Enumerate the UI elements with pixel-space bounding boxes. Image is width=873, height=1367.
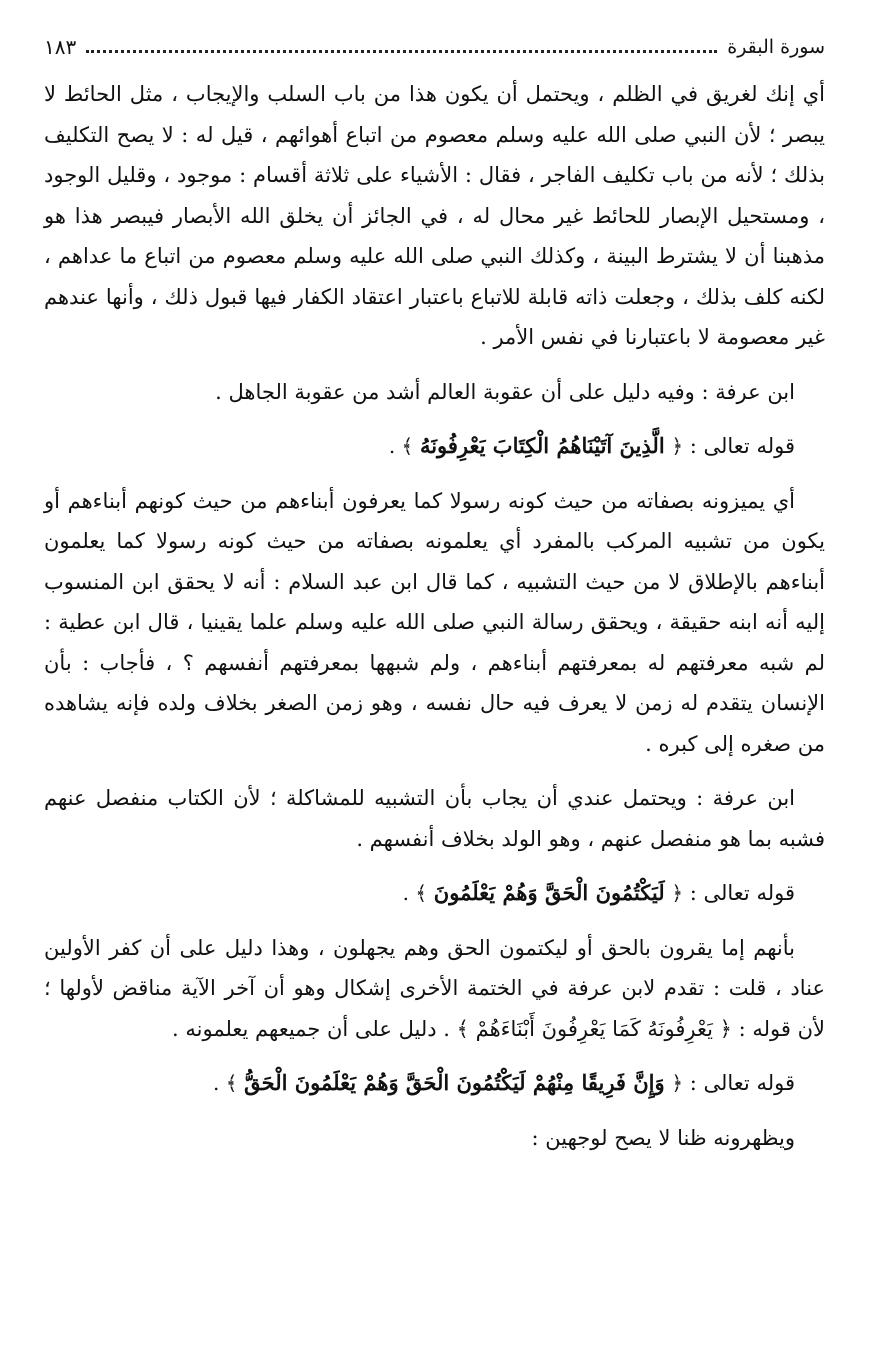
paragraph-5-close-bracket: ﴾ — [456, 1016, 469, 1041]
verse-2-close-bracket: ﴾ . — [402, 881, 428, 905]
paragraph-5-part-2: . دليل على أن جميعهم يعلمونه . — [172, 1016, 450, 1041]
verse-1 — [44, 426, 825, 467]
paragraph-5 — [44, 928, 825, 1050]
paragraph-6: ويظهرونه ظنا لا يصح لوجهين : — [531, 1125, 795, 1150]
verse-3-text: وَإِنَّ فَرِيقًا مِنْهُمْ لَيَكْتُمُونَ الْحَقَّ وَهُمْ يَعْلَمُونَ الْحَقُّ — [244, 1070, 665, 1095]
verse-3-open-bracket: ﴿ — [671, 1071, 684, 1095]
paragraph-2: ابن عرفة : وفيه دليل على أن عقوبة العالم أشد من عقوبة الجاهل . — [215, 379, 795, 404]
verse-2 — [44, 873, 825, 914]
paragraph-4: ابن عرفة : ويحتمل عندي أن يجاب بأن التشبيه للمشاكلة ؛ لأن الكتاب منفصل عنهم فشبه بما هو منفصل عنهم ، وهو الولد بخلاف أنفسهم . — [44, 786, 825, 851]
page-body — [44, 74, 825, 1347]
verse-1-text: الَّذِينَ آتَيْنَاهُمُ الْكِتَابَ يَعْرِفُونَهُ — [419, 433, 665, 458]
verse-2-text: لَيَكْتُمُونَ الْحَقَّ وَهُمْ يَعْلَمُونَ — [433, 880, 665, 905]
paragraph-5-open-bracket: ﴿ — [719, 1016, 732, 1041]
verse-3 — [44, 1063, 825, 1104]
header-dotted-leader — [86, 50, 717, 53]
paragraph-3: أي يميزونه بصفاته من حيث كونه رسولا كما يعرفون أبناءهم من حيث كونهم أبناءهم أو يكون من تشبيه المركب بالمفرد أي يعلمونه بصفاته من حيث كونه رسولا كما يعلمون أبناءهم بالإطلاق لا من حيث التشبيه ، كما قال ابن عبد السلام : أنه لا يحقق ابن المنسوب إليه أنه ابنه حقيقة ، ويحقق رسالة النبي صلى الله عليه وسلم علما يقينيا ، قال ابن عطية : لم شبه معرفتهم له بمعرفتهم أبناءهم ، ولم شبهها بمعرفتهم أنفسهم ؟ ، فأجاب : بأن الإنسان يتقدم له زمن لا يعرف فيه حال نفسه ، وهو زمن الصغر بخلاف ولده فإنه يشاهده من صغره إلى كبره . — [44, 488, 825, 756]
paragraph-5-part-1: بأنهم إما يقرون بالحق أو ليكتمون الحق وهم يجهلون ، وهذا دليل على أن كفر الأولين عناد ، قلت : تقدم لابن عرفة في الختمة الأخرى إشكال وهو أن آخر الآية مناقض لأولها ؛ لأن قوله : — [44, 935, 825, 1041]
verse-2-open-bracket: ﴿ — [671, 881, 684, 905]
verse-1-close-bracket: ﴾ . — [388, 434, 414, 458]
surah-title: سورة البقرة — [727, 36, 825, 58]
verse-1-intro: قوله تعالى : — [689, 434, 795, 458]
verse-2-intro: قوله تعالى : — [689, 881, 795, 905]
verse-3-intro: قوله تعالى : — [689, 1071, 795, 1095]
verse-3-close-bracket: ﴾ . — [213, 1071, 238, 1095]
paragraph-1: أي إنك لغريق في الظلم ، ويحتمل أن يكون هذا من باب السلب والإيجاب ، مثل الحائط لا يبصر ؛ لأن النبي صلى الله عليه وسلم معصوم من اتباع أهوائهم ، قيل له : لا يصح التكليف بذلك ؛ لأنه من باب تكليف الفاجر ، فقال : الأشياء على ثلاثة أقسام : موجود ، وقليل الوجود ، ومستحيل الإبصار للحائط غير محال له ، في الجائز أن يخلق الله الأبصار فيبصر هذا هو مذهبنا أن لا يشترط البينة ، وكذلك النبي صلى الله عليه وسلم معصوم من اتباع ما عداهم ، لكنه كلف بذلك ، وجعلت ذاته قابلة للاتباع باعتبار اعتقاد الكفار فيها قبول ذلك ، وأنها عندهم غير معصومة لا باعتبارنا في نفس الأمر . — [44, 82, 825, 349]
page-number: ١٨٣ — [44, 35, 77, 59]
page-header — [44, 32, 825, 62]
paragraph-5-quoted-verse: يَعْرِفُونَهُ كَمَا يَعْرِفُونَ أَبْنَاءَهُمْ — [475, 1016, 713, 1041]
verse-1-open-bracket: ﴿ — [671, 434, 684, 458]
